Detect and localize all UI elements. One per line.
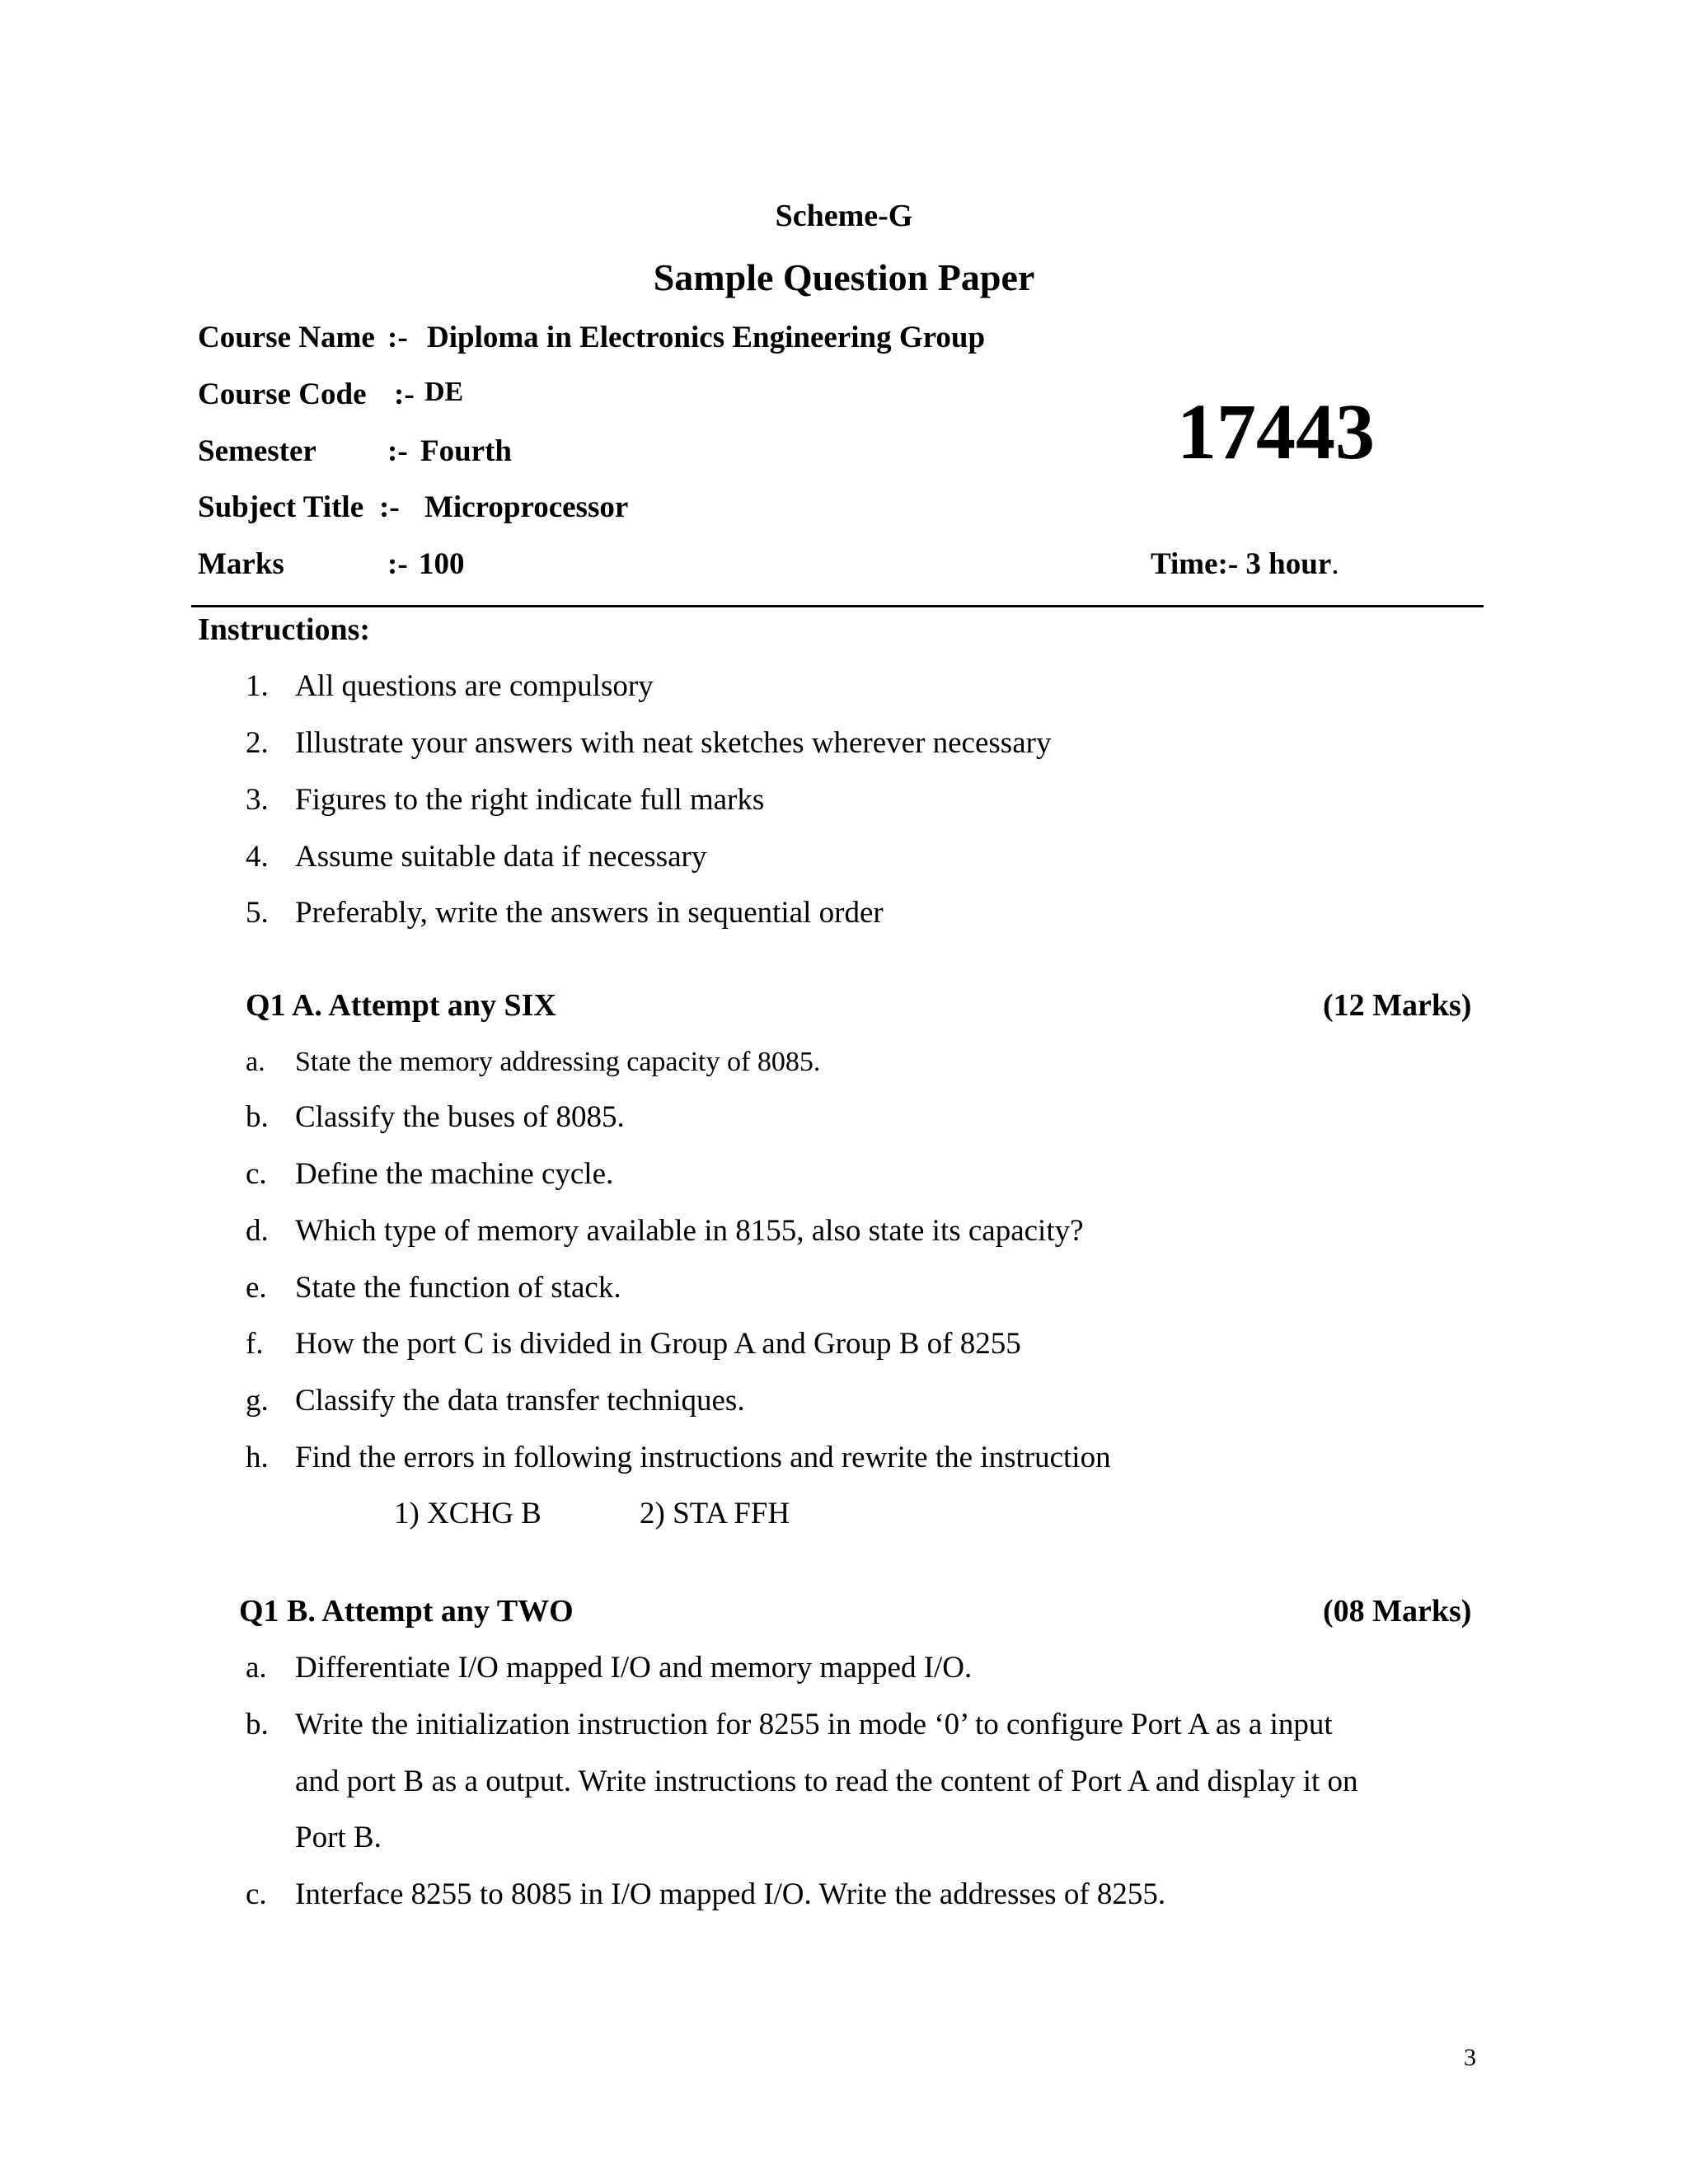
subject-title-sep: :- xyxy=(379,490,400,524)
instruction-number: 3. xyxy=(246,783,269,817)
sub-instruction-2: 2) STA FFH xyxy=(640,1497,790,1530)
time-suffix: . xyxy=(1331,547,1339,581)
course-code-sep: :- xyxy=(394,377,415,411)
instruction-number: 4. xyxy=(246,840,269,874)
instruction-text: Figures to the right indicate full marks xyxy=(295,783,765,817)
instruction-text: Preferably, write the answers in sequential order xyxy=(295,896,884,930)
question-text: Find the errors in following instructions and rewrite the instruction xyxy=(295,1441,1111,1474)
semester-value: Fourth xyxy=(420,434,512,468)
marks-label: Marks xyxy=(198,547,284,581)
page-number: 3 xyxy=(1464,2044,1476,2071)
question-text: Which type of memory available in 8155, also state its capacity? xyxy=(295,1214,1084,1248)
question-text: Classify the data transfer techniques. xyxy=(295,1384,745,1418)
question-letter: c. xyxy=(246,1157,267,1191)
marks-sep: :- xyxy=(387,547,408,581)
instruction-text: Assume suitable data if necessary xyxy=(295,840,707,874)
q1b-marks: (08 Marks) xyxy=(1323,1594,1472,1629)
question-text: State the memory addressing capacity of 8085. xyxy=(295,1047,821,1077)
subject-title-label: Subject Title xyxy=(198,490,364,524)
subject-code-number: 17443 xyxy=(1177,387,1375,476)
instruction-number: 5. xyxy=(246,896,269,930)
question-text: Define the machine cycle. xyxy=(295,1157,614,1191)
question-text: Write the initialization instruction for 8255 in mode ‘0’ to configure Port A as a input xyxy=(295,1708,1333,1741)
time-info xyxy=(1151,546,1339,582)
q1b-heading: Q1 B. Attempt any TWO xyxy=(239,1594,574,1629)
q1a-heading: Q1 A. Attempt any SIX xyxy=(246,988,556,1023)
semester-label: Semester xyxy=(198,434,316,468)
question-letter: a. xyxy=(246,1651,267,1685)
marks-value: 100 xyxy=(419,547,465,581)
course-name-value: Diploma in Electronics Engineering Group xyxy=(427,321,986,354)
instruction-text: All questions are compulsory xyxy=(295,669,654,703)
question-letter: f. xyxy=(246,1327,264,1361)
question-letter: b. xyxy=(246,1708,269,1741)
instruction-text: Illustrate your answers with neat sketches wherever necessary xyxy=(295,726,1052,760)
course-code-label: Course Code xyxy=(198,377,367,411)
question-text: State the function of stack. xyxy=(295,1271,621,1305)
question-text: How the port C is divided in Group A and Group B of 8255 xyxy=(295,1327,1021,1361)
question-text-continued: Port B. xyxy=(295,1821,382,1854)
question-letter: e. xyxy=(246,1271,267,1305)
question-text: Classify the buses of 8085. xyxy=(295,1100,625,1134)
question-letter: c. xyxy=(246,1877,267,1911)
question-text: Interface 8255 to 8085 in I/O mapped I/O. Write the addresses of 8255. xyxy=(295,1877,1166,1911)
sub-instruction-1: 1) XCHG B xyxy=(394,1497,542,1530)
question-letter: d. xyxy=(246,1214,269,1248)
header-divider xyxy=(191,605,1484,607)
paper-title: Sample Question Paper xyxy=(653,256,1035,298)
time-text: Time:- 3 hour xyxy=(1151,547,1332,581)
question-text: Differentiate I/O mapped I/O and memory mapped I/O. xyxy=(295,1651,973,1685)
question-letter: b. xyxy=(246,1100,269,1134)
question-letter: h. xyxy=(246,1441,269,1474)
subject-title-value: Microprocessor xyxy=(424,490,629,524)
scheme-label: Scheme-G xyxy=(775,199,913,233)
semester-sep: :- xyxy=(387,434,408,468)
course-name-sep: :- xyxy=(387,321,408,354)
question-letter: a. xyxy=(246,1047,265,1077)
question-letter: g. xyxy=(246,1384,269,1418)
instruction-number: 2. xyxy=(246,726,269,760)
question-text-continued: and port B as a output. Write instructions to read the content of Port A and display it on xyxy=(295,1765,1358,1798)
course-code-value: DE xyxy=(424,377,464,407)
instructions-heading: Instructions: xyxy=(198,612,371,647)
q1a-marks: (12 Marks) xyxy=(1323,988,1472,1023)
instruction-number: 1. xyxy=(246,669,269,703)
course-name-label: Course Name xyxy=(198,321,375,354)
